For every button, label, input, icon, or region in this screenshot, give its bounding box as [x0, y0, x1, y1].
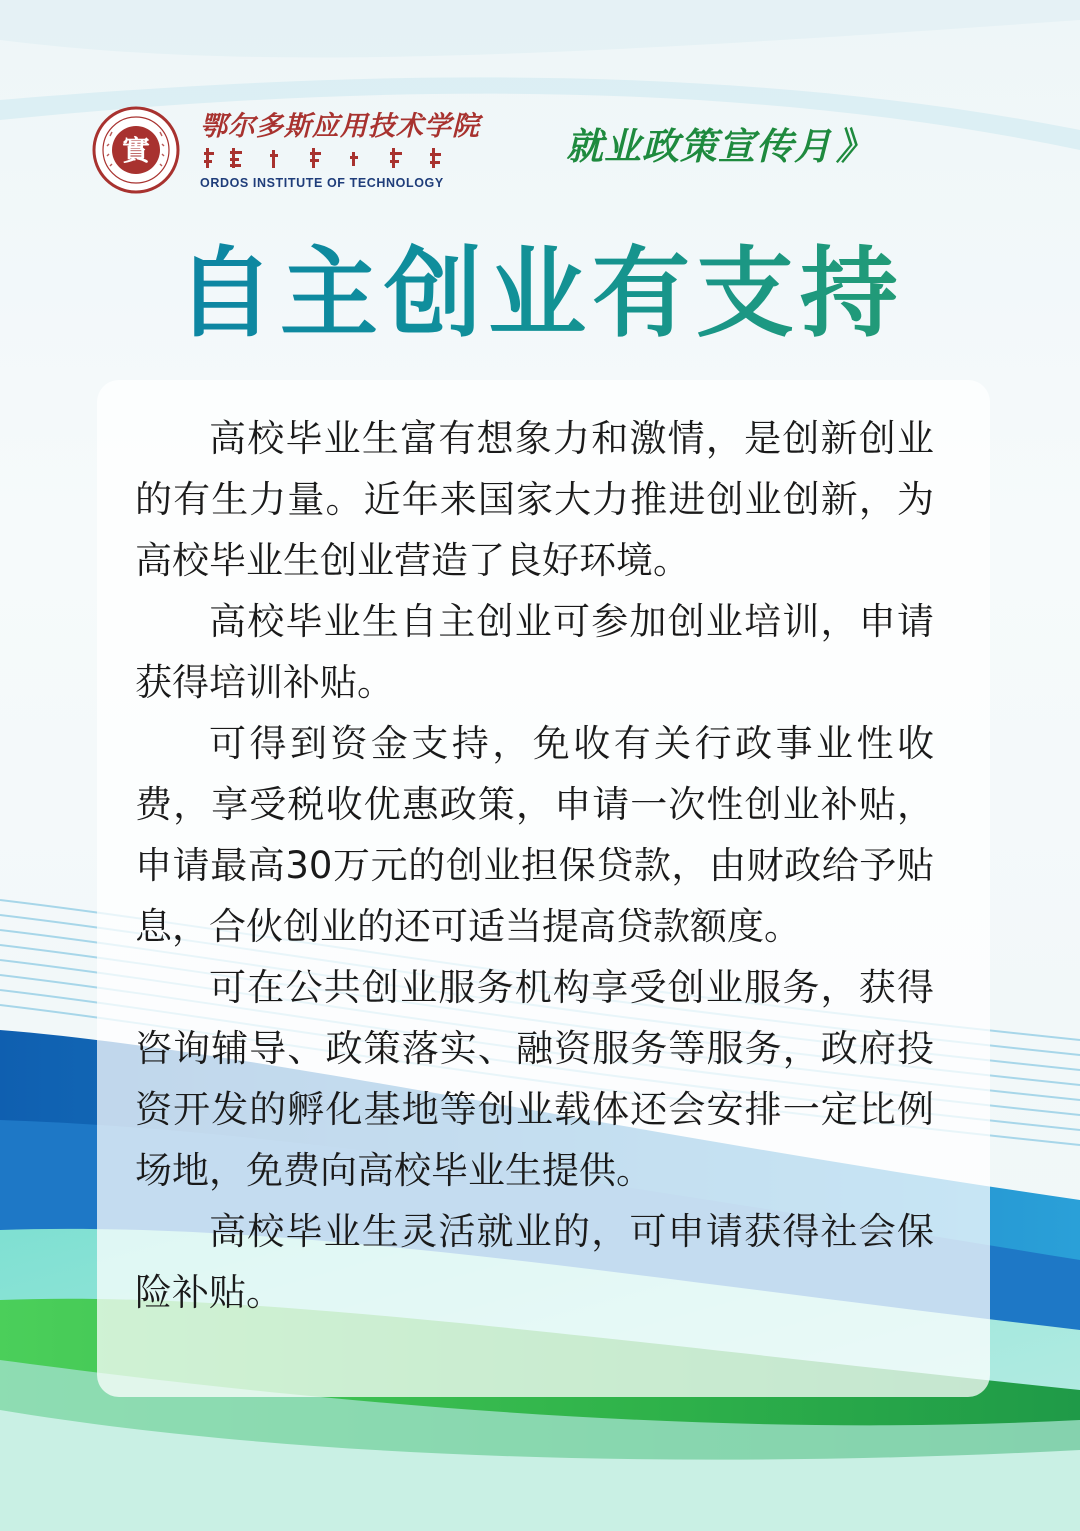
- header: [0, 0, 1080, 220]
- seal-character: 實: [121, 134, 151, 167]
- mongolian-script-name: [202, 144, 462, 172]
- school-name-en: ORDOS INSTITUTE OF TECHNOLOGY: [200, 176, 444, 190]
- paragraph-intro: 高校毕业生富有想象力和激情，是创新创业的有生力量。近年来国家大力推进创业创新，为高校毕业生创业营造了良好环境。: [135, 417, 934, 582]
- paragraph-training: 高校毕业生自主创业可参加创业培训，申请获得培训补贴。: [135, 600, 934, 704]
- campaign-tag-text: 就业政策宣传月: [566, 125, 832, 168]
- paragraph-services: 可在公共创业服务机构享受创业服务，获得咨询辅导、政策落实、融资服务等服务，政府投资开发的孵化基地等创业载体还会安排一定比例场地，免费向高校毕业生提供。: [135, 966, 934, 1192]
- school-logo: [92, 100, 480, 200]
- paragraph-flexible-employment: 高校毕业生灵活就业的，可申请获得社会保险补贴。: [135, 1210, 934, 1314]
- school-name-cn: 鄂尔多斯应用技术学院: [200, 111, 480, 142]
- content-card: [97, 380, 990, 1397]
- page-title: 自主创业有支持: [0, 238, 1080, 351]
- campaign-tag: [566, 116, 874, 170]
- paragraph-funding: 可得到资金支持，免收有关行政事业性收费，享受税收优惠政策，申请一次性创业补贴，申请最高30万元的创业担保贷款，由财政给予贴息，合伙创业的还可适当提高贷款额度。: [135, 722, 934, 948]
- double-chevron-right-icon: 》: [836, 125, 874, 168]
- school-seal-icon: [92, 106, 180, 194]
